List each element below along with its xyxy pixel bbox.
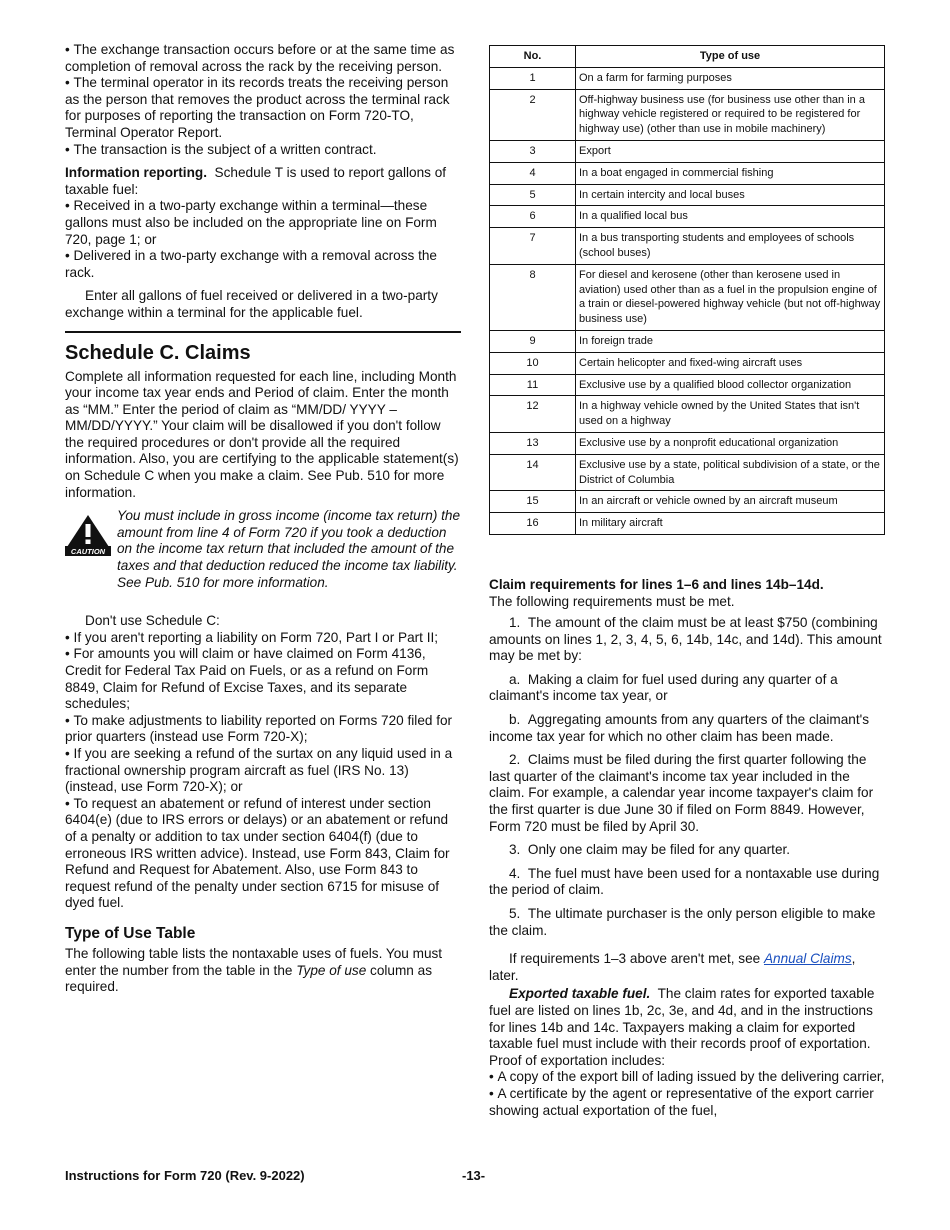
row-type-of-use: In certain intercity and local buses	[576, 184, 885, 206]
table-row	[490, 184, 885, 206]
type-of-use-text-2: column as required.	[65, 962, 432, 995]
table-row	[490, 206, 885, 228]
table-row	[490, 330, 885, 352]
row-number: 4	[490, 162, 576, 184]
dont-use-heading: Don't use Schedule C:	[85, 613, 220, 629]
annual-claims-post: , later.	[489, 951, 856, 983]
dont-use-bullet: • If you aren't reporting a liability on Form 720, Part I or Part II;	[65, 630, 461, 647]
row-number: 7	[490, 228, 576, 265]
row-number: 3	[490, 140, 576, 162]
row-type-of-use: In foreign trade	[576, 330, 885, 352]
row-type-of-use: In an aircraft or vehicle owned by an aircraft museum	[576, 491, 885, 513]
dont-use-bullet: • For amounts you will claim or have claimed on Form 4136, Credit for Federal Tax Paid on Fuels, or as a refund on Form 8849, Claim for Refund of Excise Taxes, and its separate schedules;	[65, 646, 461, 712]
row-type-of-use: Exclusive use by a nonprofit educational organization	[576, 432, 885, 454]
left-column	[65, 42, 461, 996]
info-bullet: • Delivered in a two-party exchange with a removal across the rack.	[65, 248, 461, 281]
row-number: 10	[490, 352, 576, 374]
footer-page-number: -13-	[462, 1168, 486, 1183]
row-number: 15	[490, 491, 576, 513]
requirement-1a: a. Making a claim for fuel used during any quarter of a claimant's income tax year, or	[489, 671, 838, 704]
row-type-of-use: For diesel and kerosene (other than kerosene used in aviation) used other than as a fuel in the propulsion engine of a train or diesel-powered highway vehicle (but not off-highway business use)	[576, 264, 885, 330]
annual-claims-paragraph	[489, 951, 885, 984]
info-reporting-text: Schedule T is used to report gallons of taxable fuel:	[65, 165, 447, 197]
row-number: 14	[490, 454, 576, 491]
row-type-of-use: In a qualified local bus	[576, 206, 885, 228]
right-column	[489, 42, 885, 1119]
row-type-of-use: In a boat engaged in commercial fishing	[576, 162, 885, 184]
table-header-no: No.	[490, 46, 576, 68]
type-of-use-text-em: Type of use	[296, 962, 367, 978]
table-body	[490, 67, 885, 534]
exchange-bullet: • The exchange transaction occurs before or at the same time as completion of removal across the rack by the receiving person.	[65, 42, 461, 75]
requirement-5: 5. The ultimate purchaser is the only person eligible to make the claim.	[489, 906, 876, 938]
export-bullet: • A copy of the export bill of lading issued by the delivering carrier,	[489, 1069, 885, 1086]
table-header-row	[490, 46, 885, 68]
section-divider	[65, 331, 461, 333]
row-number: 1	[490, 67, 576, 89]
exchange-bullet: • The transaction is the subject of a written contract.	[65, 142, 461, 159]
row-type-of-use: In military aircraft	[576, 513, 885, 535]
row-number: 6	[490, 206, 576, 228]
requirement-4: 4. The fuel must have been used for a nontaxable use during the period of claim.	[489, 865, 880, 898]
row-type-of-use: In a bus transporting students and employees of schools (school buses)	[576, 228, 885, 265]
claim-requirements-intro: The following requirements must be met.	[489, 593, 735, 609]
dont-use-bullet: • To request an abatement or refund of interest under section 6404(e) (due to IRS errors or delays) or an abatement or refund of a penalty or addition to tax under section 6404(f) (due to erroneous IRS written advice). Instead, use Form 843, Claim for Refund and Request for Abatement. Also, use Form 843 to request refund of the penalty under section 6715 for misuse of dyed fuel.	[65, 796, 461, 912]
row-type-of-use: Exclusive use by a state, political subdivision of a state, or the District of Columbia	[576, 454, 885, 491]
row-type-of-use: Off-highway business use (for business use other than in a highway vehicle registered or required to be registered for highway use) (other than use in mobile machinery)	[576, 89, 885, 140]
table-row	[490, 162, 885, 184]
row-number: 5	[490, 184, 576, 206]
row-type-of-use: In a highway vehicle owned by the United States that isn't used on a highway	[576, 396, 885, 433]
row-number: 13	[490, 432, 576, 454]
row-type-of-use: Exclusive use by a qualified blood collector organization	[576, 374, 885, 396]
table-row	[490, 67, 885, 89]
table-row	[490, 89, 885, 140]
claim-requirements	[489, 577, 885, 1119]
table-row	[490, 264, 885, 330]
table-row	[490, 491, 885, 513]
exported-fuel-text: The claim rates for exported taxable fuel are listed on lines 1b, 2c, 3e, and 4d, and in the instructions for lines 14b and 14c. Taxpayers making a claim for exported taxable fuel must include with their records proof of exportation. Proof of exportation includes:	[489, 986, 875, 1068]
caution-label: CAUTION	[70, 547, 106, 557]
requirement-1: 1. The amount of the claim must be at least $750 (combining amounts on lines 1, 2, 3, 4, 5, 6, 14b, 14c, and 14d). This amount may be met by:	[489, 615, 882, 664]
type-of-use-table	[489, 45, 885, 535]
claim-requirements-heading: Claim requirements for lines 1–6 and lines 14b–14d.	[489, 576, 824, 592]
row-number: 9	[490, 330, 576, 352]
footer-form-title: Instructions for Form 720 (Rev. 9-2022)	[65, 1168, 305, 1183]
table-row	[490, 228, 885, 265]
info-enter-paragraph: Enter all gallons of fuel received or delivered in a two-party exchange within a terminal for the applicable fuel.	[65, 288, 438, 320]
table-row	[490, 352, 885, 374]
type-of-use-heading: Type of Use Table	[65, 924, 196, 942]
info-reporting-heading: Information reporting.	[65, 165, 207, 181]
schedule-c-intro: Complete all information requested for each line, including Month your income tax year ends and Period of claim. Enter the month as “MM.” Enter the period of claim as “MM/DD/ YYYY – MM/DD/YYYY.” Your claim will be disallowed if you don't follow the required procedures or don't provide all the required information. Also, you are certifying to the applicable statement(s) on Schedule C when you make a claim. See Pub. 510 for more information.	[65, 368, 459, 500]
caution-icon	[65, 514, 111, 556]
requirement-3: 3. Only one claim may be filed for any quarter.	[509, 842, 791, 858]
annual-claims-link[interactable]: Annual Claims	[763, 951, 852, 967]
export-bullet: • A certificate by the agent or representative of the export carrier showing actual exportation of the fuel,	[489, 1086, 885, 1119]
table-row	[490, 396, 885, 433]
row-number: 11	[490, 374, 576, 396]
dont-use-bullet: • To make adjustments to liability reported on Forms 720 filed for prior quarters (instead use Form 720-X);	[65, 713, 461, 746]
table-row	[490, 140, 885, 162]
row-number: 16	[490, 513, 576, 535]
exported-fuel-heading: Exported taxable fuel.	[509, 986, 651, 1002]
caution-text: You must include in gross income (income tax return) the amount from line 4 of Form 720 if you took a deduction on the income tax return that included the amount of the taxes and that deduction reduced the income tax liability. See Pub. 510 for more information.	[117, 508, 461, 590]
row-type-of-use: Certain helicopter and fixed-wing aircraft uses	[576, 352, 885, 374]
table-row	[490, 454, 885, 491]
table-row	[490, 374, 885, 396]
requirement-2: 2. Claims must be filed during the first quarter following the last quarter of the claimant's income tax year included in the claim. For example, a calendar year income taxpayer's claim for the first quarter is due June 30 if filed on Form 8849. However, Form 720 must be filed by April 30.	[489, 752, 874, 834]
requirement-1b: b. Aggregating amounts from any quarters of the claimant's income tax year for which no other claim has been made.	[489, 712, 869, 744]
dont-use-bullet: • If you are seeking a refund of the surtax on any liquid used in a fractional ownership program aircraft as fuel (IRS No. 13) (instead, use Form 720-X); or	[65, 746, 461, 796]
exchange-bullet: • The terminal operator in its records treats the receiving person as the person that removes the product across the terminal rack for purposes of reporting the transaction on Form 720-TO, Terminal Operator Report.	[65, 75, 461, 141]
table-row	[490, 513, 885, 535]
row-number: 2	[490, 89, 576, 140]
info-reporting-paragraph	[65, 165, 461, 198]
table-header-type: Type of use	[576, 46, 885, 68]
caution-note	[65, 508, 461, 591]
type-of-use-text-1: The following table lists the nontaxable uses of fuels. You must enter the number from the table in the	[65, 945, 443, 978]
row-number: 8	[490, 264, 576, 330]
row-number: 12	[490, 396, 576, 433]
exported-fuel-paragraph	[489, 986, 885, 1069]
table-row	[490, 432, 885, 454]
row-type-of-use: On a farm for farming purposes	[576, 67, 885, 89]
row-type-of-use: Export	[576, 140, 885, 162]
info-bullet: • Received in a two-party exchange within a terminal—these gallons must also be included on the appropriate line on Form 720, page 1; or	[65, 198, 461, 248]
annual-claims-pre: If requirements 1–3 above aren't met, see	[509, 951, 764, 967]
schedule-c-title: Schedule C. Claims	[65, 341, 251, 364]
type-of-use-text	[65, 946, 461, 996]
